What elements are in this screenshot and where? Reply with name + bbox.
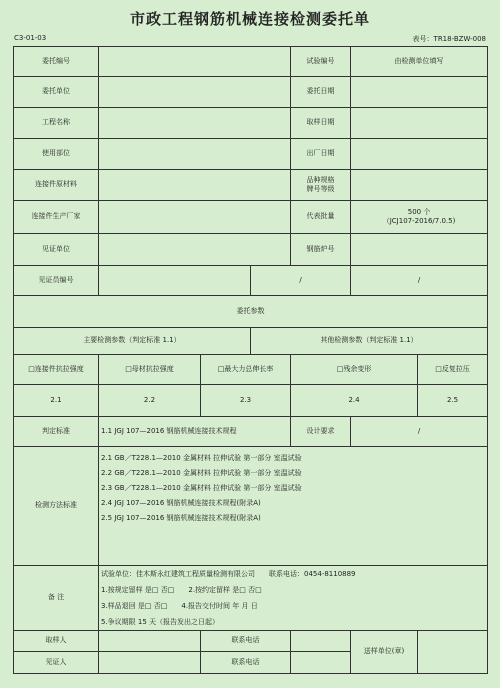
commission-date-field[interactable] bbox=[351, 77, 488, 108]
param-checkbox-3[interactable]: □最大力总伸长率 bbox=[201, 355, 291, 385]
param-number-1: 2.1 bbox=[14, 385, 99, 417]
form-code: C3-01-03 bbox=[14, 34, 47, 42]
method-item-3: 2.3 GB／T228.1—2010 金属材料 拉伸试验 第一部分 室温试验 bbox=[101, 484, 302, 492]
spec-field[interactable] bbox=[351, 170, 488, 201]
witness-no-label: 见证员编号 bbox=[14, 266, 99, 296]
witness-no-field[interactable] bbox=[99, 266, 251, 296]
standard-label: 判定标准 bbox=[14, 417, 99, 447]
param-number-3: 2.3 bbox=[201, 385, 291, 417]
other-params-heading: 其他检测参数（判定标准 1.1） bbox=[251, 328, 488, 355]
params-heading: 委托参数 bbox=[14, 296, 488, 328]
row-client bbox=[14, 77, 488, 108]
sampler-field[interactable] bbox=[99, 631, 201, 652]
witness-unit-label: 见证单位 bbox=[14, 234, 99, 266]
witness-unit-field[interactable] bbox=[99, 234, 291, 266]
design-value: / bbox=[351, 417, 488, 447]
row-manufacturer bbox=[14, 201, 488, 234]
remarks-phone: 联系电话：0454-8110889 bbox=[269, 570, 356, 578]
witness-label: 见证人 bbox=[14, 652, 99, 674]
test-no-value: 由检测单位填写 bbox=[351, 47, 488, 77]
sampling-date-label: 取样日期 bbox=[291, 108, 351, 139]
remarks-lab: 试验单位：佳木斯永红建筑工程质量检测有限公司 bbox=[101, 570, 255, 578]
method-item-4: 2.4 JGJ 107—2016 钢筋机械连接技术规程(附录A) bbox=[101, 499, 261, 507]
param-number-2: 2.2 bbox=[99, 385, 201, 417]
row-params-groups bbox=[14, 328, 488, 355]
spec-label-line2: 牌号等级 bbox=[306, 185, 335, 193]
manufacturer-field[interactable] bbox=[99, 201, 291, 234]
param-checkbox-4[interactable]: □残余变形 bbox=[291, 355, 418, 385]
remarks-agreed-retain[interactable]: 2.按约定留样 是□ 否□ bbox=[188, 586, 262, 594]
row-param-items bbox=[14, 355, 488, 385]
param-checkbox-1[interactable]: □连接件抗拉强度 bbox=[14, 355, 99, 385]
furnace-no-label: 钢筋炉号 bbox=[291, 234, 351, 266]
remarks-line-2 bbox=[101, 582, 485, 598]
sampling-date-field[interactable] bbox=[351, 108, 488, 139]
spec-label-line1: 品种规格 bbox=[306, 175, 335, 184]
usage-field[interactable] bbox=[99, 139, 291, 170]
commission-no-label: 委托编号 bbox=[14, 47, 99, 77]
param-checkbox-5[interactable]: □反复拉压 bbox=[418, 355, 488, 385]
factory-date-field[interactable] bbox=[351, 139, 488, 170]
method-item-1: 2.1 GB／T228.1—2010 金属材料 拉伸试验 第一部分 室温试验 bbox=[101, 454, 302, 462]
row-standard bbox=[14, 417, 488, 447]
test-no-label: 试验编号 bbox=[291, 47, 351, 77]
row-params-heading bbox=[14, 296, 488, 328]
witness-no-slash-2: / bbox=[351, 266, 488, 296]
witness-field[interactable] bbox=[99, 652, 201, 674]
page-title: 市政工程钢筋机械连接检测委托单 bbox=[129, 10, 370, 28]
spec-label bbox=[291, 170, 351, 201]
row-commission-no bbox=[14, 47, 488, 77]
factory-date-label: 出厂日期 bbox=[291, 139, 351, 170]
remarks-label: 备 注 bbox=[14, 566, 99, 631]
sampler-contact-label: 联系电话 bbox=[201, 631, 291, 652]
sampler-contact-field[interactable] bbox=[291, 631, 351, 652]
remarks-line-3 bbox=[101, 598, 485, 614]
material-label: 连接件原材料 bbox=[14, 170, 99, 201]
row-remarks bbox=[14, 566, 488, 631]
param-number-5: 2.5 bbox=[418, 385, 488, 417]
row-witness-no bbox=[14, 266, 488, 296]
commission-date-label: 委托日期 bbox=[291, 77, 351, 108]
remarks-retain-sample[interactable]: 1.按规定留样 是□ 否□ bbox=[101, 586, 175, 594]
main-params-heading: 主要检测参数（判定标准 1.1） bbox=[14, 328, 251, 355]
commission-form-table bbox=[13, 46, 488, 674]
table-number: 表号：TR18-BZW-008 bbox=[412, 35, 486, 43]
row-sampler bbox=[14, 631, 488, 652]
row-methods bbox=[14, 447, 488, 566]
client-label: 委托单位 bbox=[14, 77, 99, 108]
standard-value: 1.1 JGJ 107—2016 钢筋机械连接技术规程 bbox=[99, 417, 291, 447]
client-field[interactable] bbox=[99, 77, 291, 108]
row-project bbox=[14, 108, 488, 139]
witness-contact-label: 联系电话 bbox=[201, 652, 291, 674]
material-field[interactable] bbox=[99, 170, 291, 201]
commission-no-field[interactable] bbox=[99, 47, 291, 77]
row-usage bbox=[14, 139, 488, 170]
row-material bbox=[14, 170, 488, 201]
project-label: 工程名称 bbox=[14, 108, 99, 139]
design-label: 设计要求 bbox=[291, 417, 351, 447]
method-item-2: 2.2 GB／T228.1—2010 金属材料 拉伸试验 第一部分 室温试验 bbox=[101, 469, 302, 477]
batch-value bbox=[351, 201, 488, 234]
batch-value-line2: （JCJ107-2016/7.0.5) bbox=[382, 217, 456, 225]
remarks-report-time: 4.报告交付时间 年 月 日 bbox=[181, 602, 258, 610]
row-param-numbers bbox=[14, 385, 488, 417]
sampler-label: 取样人 bbox=[14, 631, 99, 652]
remarks-line-4: 5.争议期限 15 天（报告发出之日起） bbox=[101, 618, 220, 626]
sender-field[interactable] bbox=[418, 631, 488, 674]
method-item-5: 2.5 JGJ 107—2016 钢筋机械连接技术规程(附录A) bbox=[101, 514, 261, 522]
batch-value-line1: 500 个 bbox=[407, 207, 431, 216]
param-number-4: 2.4 bbox=[291, 385, 418, 417]
remarks-sample-return[interactable]: 3.样品退回 是□ 否□ bbox=[101, 602, 168, 610]
row-witness-unit bbox=[14, 234, 488, 266]
sender-label: 送样单位(章) bbox=[351, 631, 418, 674]
witness-contact-field[interactable] bbox=[291, 652, 351, 674]
witness-no-slash-1: / bbox=[251, 266, 351, 296]
remarks-line-1 bbox=[101, 566, 485, 582]
furnace-no-field[interactable] bbox=[351, 234, 488, 266]
manufacturer-label: 连接件生产厂家 bbox=[14, 201, 99, 234]
batch-label: 代表批量 bbox=[291, 201, 351, 234]
param-checkbox-2[interactable]: □母材抗拉强度 bbox=[99, 355, 201, 385]
methods-list bbox=[99, 447, 488, 566]
usage-label: 使用部位 bbox=[14, 139, 99, 170]
project-field[interactable] bbox=[99, 108, 291, 139]
methods-label: 检测方法标准 bbox=[14, 447, 99, 566]
remarks-content bbox=[99, 566, 488, 631]
